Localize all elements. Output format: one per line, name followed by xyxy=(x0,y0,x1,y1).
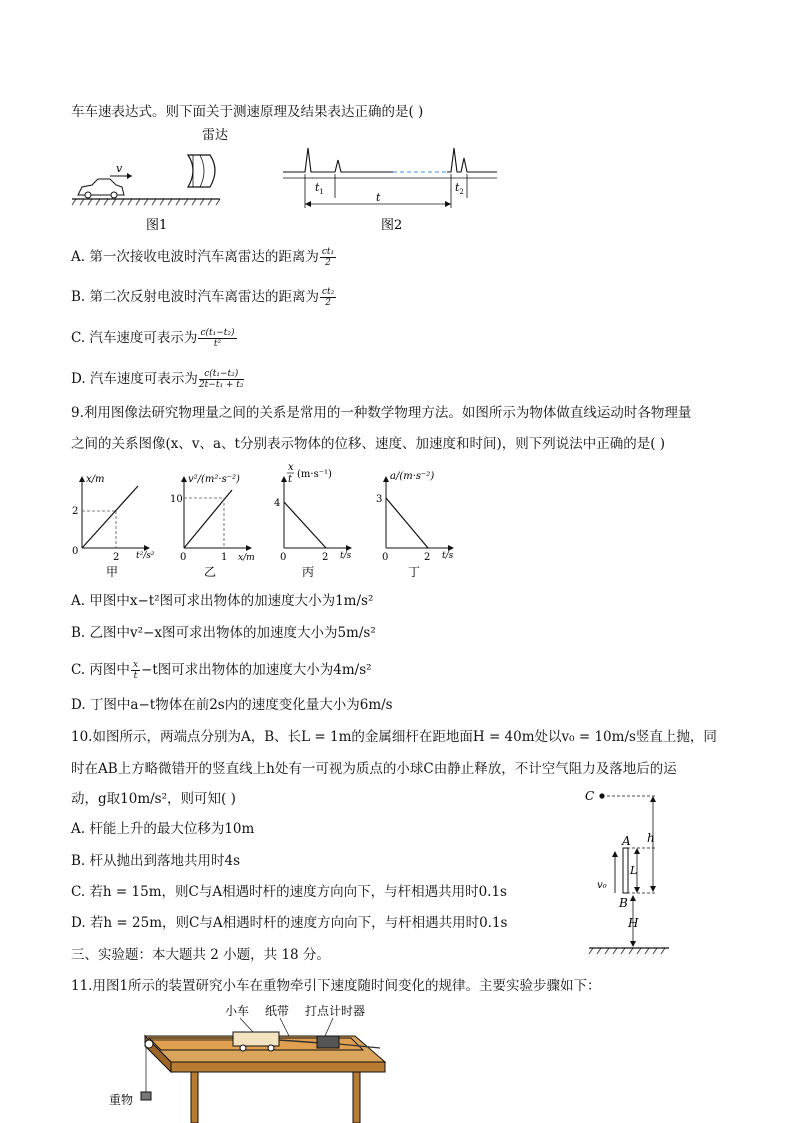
graph-ding-caption: 丁 xyxy=(408,565,421,579)
svg-text:C: C xyxy=(585,789,595,803)
rod-ab xyxy=(623,848,628,893)
svg-text:L: L xyxy=(630,864,638,877)
cart xyxy=(233,1032,279,1046)
graph-yi-caption: 乙 xyxy=(204,565,217,579)
svg-text:小车: 小车 xyxy=(225,1004,250,1018)
question-9-line-1: 9.利用图像法研究物理量之间的关系是常用的一种数学物理方法。如图所示为物体做直线运动时各物理量 xyxy=(71,405,692,421)
svg-text:a/(m·s⁻²): a/(m·s⁻²) xyxy=(390,471,435,482)
radar-label: 雷达 xyxy=(202,128,229,143)
svg-text:2: 2 xyxy=(113,552,120,563)
graph-ding xyxy=(372,462,482,582)
radar-dish xyxy=(188,155,215,187)
question-10-line-3: 动，g取10m/s²，则可知( ) xyxy=(71,791,236,807)
graph-bing xyxy=(270,462,383,582)
svg-text:3: 3 xyxy=(376,494,383,505)
question-8-stem-tail: 车车速表达式。则下面关于测速原理及结果表达正确的是( ) xyxy=(71,104,424,120)
option-8a: A. 第一次接收电波时汽车离雷达的距离为 $\frac{\text{ct₁}}{2}$ xyxy=(71,247,335,268)
svg-text:x/m: x/m xyxy=(238,553,255,563)
svg-text:2: 2 xyxy=(72,506,79,517)
svg-text:t/s: t/s xyxy=(340,551,352,561)
option-8c: C. 汽车速度可表示为 $\frac{\text{c(t₁−t₂)}}{\text{t²}}$ xyxy=(71,328,235,349)
ball-c xyxy=(599,793,604,798)
svg-text:x: x xyxy=(288,462,294,473)
figure-2-caption: 图2 xyxy=(381,218,403,233)
svg-text:t/s: t/s xyxy=(442,551,454,561)
t-label: t xyxy=(376,191,381,204)
svg-text:(m·s⁻¹): (m·s⁻¹) xyxy=(297,469,332,480)
svg-text:h: h xyxy=(647,831,655,845)
svg-text:t: t xyxy=(288,474,293,485)
question-10-line-1: 10.如图所示，两端点分别为A，B、长L = 1m的金属细杆在距地面H = 40m处以v₀ = 10m/s竖直上抛，同 xyxy=(71,729,717,745)
svg-text:10: 10 xyxy=(170,494,183,505)
timer xyxy=(317,1036,339,1048)
car-icon xyxy=(78,179,124,195)
option-9a: A. 甲图中x−t²图可求出物体的加速度大小为1m/s² xyxy=(71,593,374,609)
graph-jia-caption: 甲 xyxy=(106,565,119,579)
svg-text:重物: 重物 xyxy=(109,1093,134,1107)
graph-jia xyxy=(70,472,170,582)
option-9c: C. 丙图中 $\frac{x}{t}$ −t图可求出物体的加速度大小为4m/s² xyxy=(71,660,372,681)
option-10d: D. 若h = 25m，则C与A相遇时杆的速度方向向下，与杆相遇共用时0.1s xyxy=(71,915,508,931)
svg-text:2: 2 xyxy=(424,552,431,563)
option-8d: D. 汽车速度可表示为 $\frac{\text{c(t₁−t₂)}}{\text{2t−t₁ + t₂}}$ xyxy=(71,369,244,390)
t2-label: $t_2$ xyxy=(455,181,464,196)
svg-text:打点计时器: 打点计时器 xyxy=(305,1004,366,1018)
section-3-heading: 三、实验题：本大题共 2 小题，共 18 分。 xyxy=(71,947,330,963)
svg-text:纸带: 纸带 xyxy=(265,1004,290,1018)
option-10a: A. 杆能上升的最大位移为10m xyxy=(71,821,255,837)
graph-bing-caption: 丙 xyxy=(302,565,315,579)
option-10c: C. 若h = 15m，则C与A相遇时杆的速度方向向下，与杆相遇共用时0.1s xyxy=(71,884,507,900)
figure-1-car-radar xyxy=(70,125,250,235)
svg-text:0: 0 xyxy=(72,546,79,557)
svg-text:2: 2 xyxy=(322,552,329,563)
svg-text:B: B xyxy=(619,896,628,910)
option-10b: B. 杆从抛出到落地共用时4s xyxy=(71,853,241,869)
svg-text:H: H xyxy=(628,916,639,930)
figure-rod-ball xyxy=(585,785,685,960)
svg-text:4: 4 xyxy=(274,498,281,509)
svg-text:0: 0 xyxy=(180,552,187,563)
svg-text:0: 0 xyxy=(382,552,389,563)
svg-text:v₀: v₀ xyxy=(597,880,607,891)
question-10-line-2: 时在AB上方略微错开的竖直线上h处有一可视为质点的小球C由静止释放，不计空气阻力及落地后的运 xyxy=(71,761,677,777)
figure-1-caption: 图1 xyxy=(146,218,168,233)
speed-label: v xyxy=(116,162,123,175)
svg-text:x/m: x/m xyxy=(86,474,105,485)
t1-label: $t_1$ xyxy=(315,181,324,196)
figure-2-pulse-diagram xyxy=(283,140,503,235)
option-9d: D. 丁图中a−t物体在前2s内的速度变化量大小为6m/s xyxy=(71,697,393,713)
figure-cart-apparatus xyxy=(105,1000,395,1123)
question-9-line-2: 之间的关系图像(x、v、a、t分别表示物体的位移、速度、加速度和时间)，则下列说法中正确的是( ) xyxy=(71,436,666,452)
question-11-line-1: 11.用图1所示的装置研究小车在重物牵引下速度随时间变化的规律。主要实验步骤如下： xyxy=(71,978,601,994)
svg-text:1: 1 xyxy=(221,552,228,563)
option-8b: B. 第二次反射电波时汽车离雷达的距离为 $\frac{\text{ct₂}}{2}$ xyxy=(71,287,335,308)
option-9b: B. 乙图中v²−x图可求出物体的加速度大小为5m/s² xyxy=(71,625,376,641)
svg-text:t²/s²: t²/s² xyxy=(136,551,155,561)
svg-text:A: A xyxy=(622,834,631,848)
graph-yi xyxy=(170,472,280,582)
svg-text:v²/(m²·s⁻²): v²/(m²·s⁻²) xyxy=(188,474,240,485)
svg-text:0: 0 xyxy=(280,552,287,563)
